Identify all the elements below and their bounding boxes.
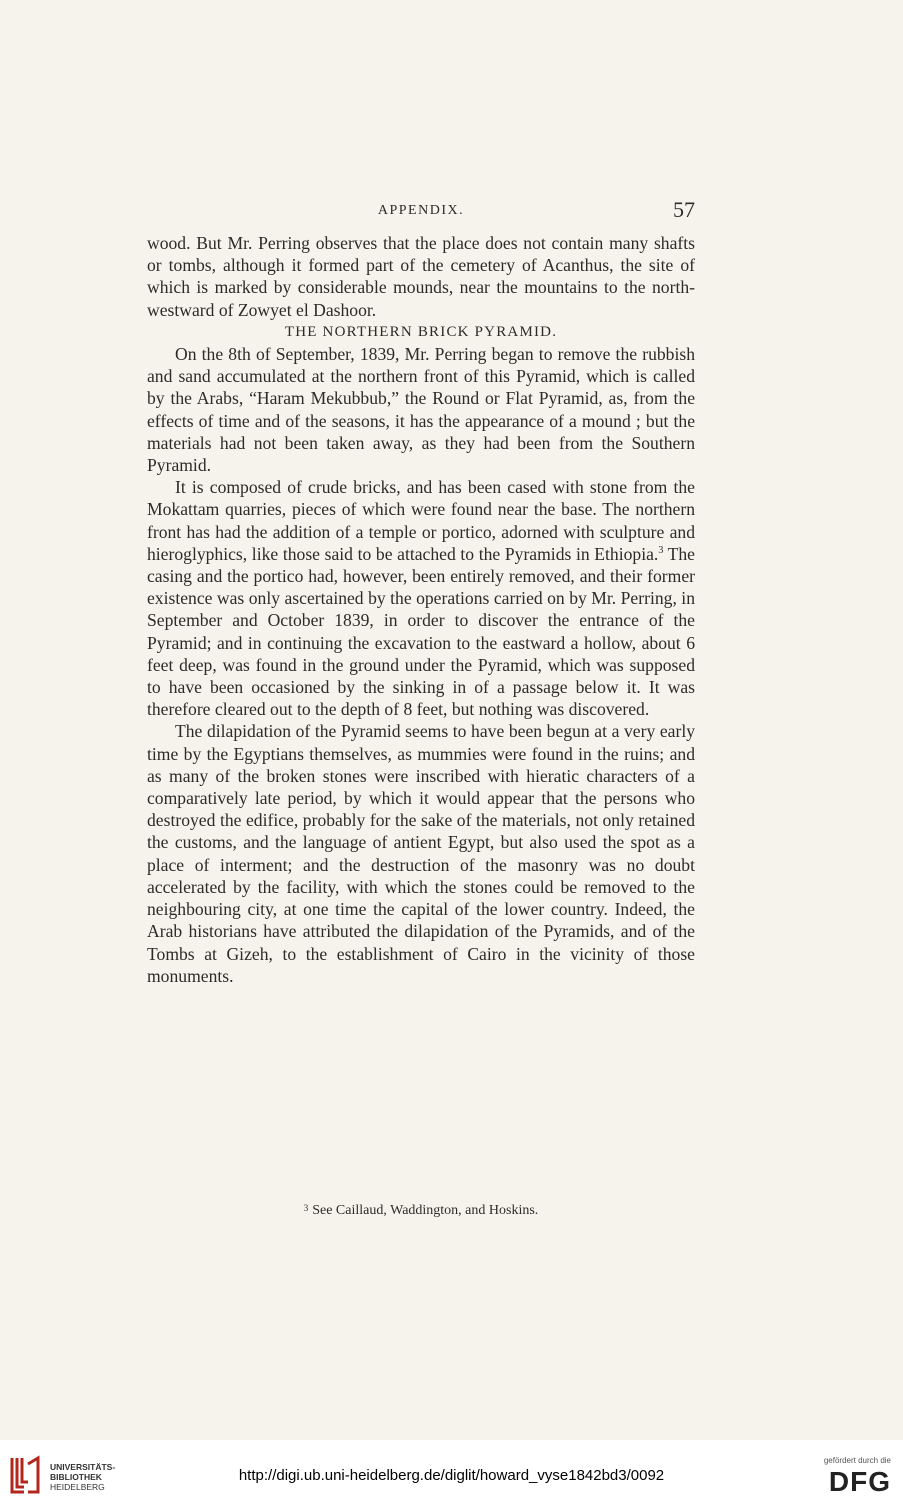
paragraph-dilapidation: The dilapidation of the Pyramid seems to have been begun at a very early time by the Egyptians themselves, as mummies were found in the ruins; and as many of the broken stones were inscribed with hieratic characters of a comparatively late period, by which it would appear that the persons who destroyed the edifice, probably for the sake of the materials, not only retained the customs, and the language of antient Egypt, but also used the spot as a place of interment; and the destruction of the masonry was no doubt accelerated by the facility, with which the stones could be removed to the neighbouring city, at one time the capital of the lower country. Indeed, the Arab historians have attributed the dilapidation of the Pyramids, and of the Tombs at Gizeh, to the establishment of Cairo in the vicinity of those monuments. [147, 721, 695, 986]
running-head [147, 199, 695, 229]
paragraph-composition-part2: The casing and the portico had, however, been entirely removed, and their former existence was only ascertained by the operations carried on by Mr. Perring, in September and October 1839, in order to discover the entrance of the Pyramid; and in continuing the excavation to the eastward a hollow, about 6 feet deep, was found in the ground under the Pyramid, which was supposed to have been occasioned by the sinking in of a passage below it. It was therefore cleared out to the depth of 8 feet, but nothing was discovered. [147, 543, 695, 720]
paragraph-excavation: On the 8th of September, 1839, Mr. Perring began to remove the rubbish and sand accumulated at the northern front of this Pyramid, which is called by the Arabs, “Haram Mekubbub,” the Round or Flat Pyramid, as, from the effects of time and of the seasons, it has the appearance of a mound ; but the materials had not been taken away, as they had been from the Southern Pyramid. [147, 344, 695, 476]
paragraph-continuation: wood. But Mr. Perring observes that the place does not contain many shafts or tombs, although it formed part of the cemetery of Acanthus, the site of which is marked by considerable mounds, near the mountains to the north-westward of Zowyet el Dashoor. [147, 233, 695, 320]
dfg-logo: DFG [828, 1466, 891, 1497]
running-title: APPENDIX. [377, 203, 465, 218]
footnote-reference: 3 [658, 544, 664, 556]
section-heading: THE NORTHERN BRICK PYRAMID. [284, 323, 558, 340]
library-name-line1: UNIVERSITÄTS- [50, 1462, 116, 1472]
funding-text: gefördert durch die [823, 1456, 891, 1465]
body-text [147, 232, 695, 987]
paragraph-composition [147, 476, 695, 720]
footnote-mark: 3 [303, 1203, 309, 1213]
footnote [147, 1203, 695, 1219]
library-name-line2: BIBLIOTHEK [50, 1472, 102, 1482]
footnote-text: See Caillaud, Waddington, and Hoskins. [312, 1203, 539, 1218]
funding-credit [801, 1456, 891, 1499]
library-name-line3: HEIDELBERG [50, 1482, 105, 1492]
digitization-footer [0, 1440, 903, 1512]
paragraph-composition-part1: It is composed of crude bricks, and has been cased with stone from the Mokattam quarries, pieces of which were found near the base. The northern front has had the addition of a temple or portico, adorned with sculpture and hieroglyphics, like those said to be attached to the Pyramids in Ethiopia. [147, 477, 695, 564]
permalink-url[interactable]: http://digi.ub.uni-heidelberg.de/diglit/howard_vyse1842bd3/0092 [238, 1467, 665, 1484]
page-number: 57 [673, 197, 695, 222]
